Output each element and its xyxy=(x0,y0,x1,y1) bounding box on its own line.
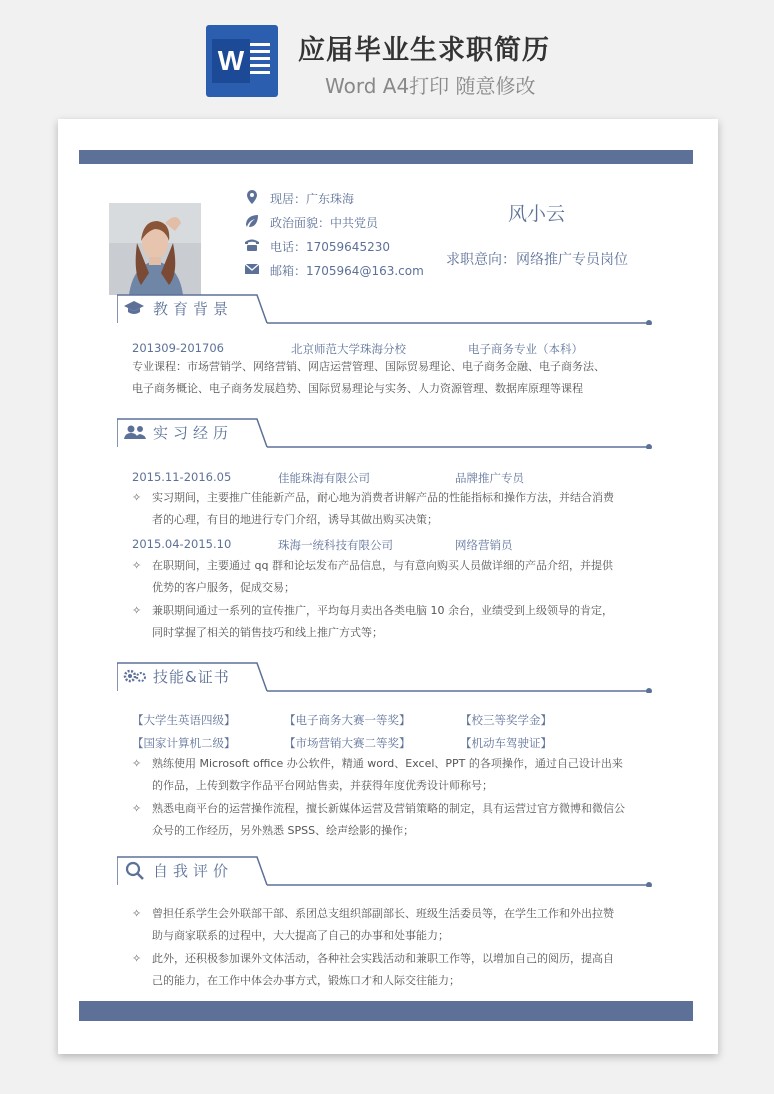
candidate-name: 风小云 xyxy=(508,203,566,225)
education-courses-line: 专业课程：市场营销学、网络营销、网店运营管理、国际贸易理论、电子商务金融、电子商务法、 xyxy=(132,360,605,373)
certificate: 【市场营销大赛二等奖】 xyxy=(284,736,411,750)
location-pin-icon xyxy=(244,189,260,205)
top-bar xyxy=(79,150,693,164)
education-major: 电子商务专业（本科） xyxy=(468,342,583,356)
profile-photo xyxy=(109,203,201,295)
section-internship-header xyxy=(117,417,653,449)
telephone-icon xyxy=(244,237,260,253)
education-courses-line: 电子商务概论、电子商务发展趋势、国际贸易理论与实务、人力资源管理、数据库原理等课程 xyxy=(132,382,583,395)
promo-header xyxy=(0,0,774,110)
promo-title: 应届毕业生求职简历 xyxy=(298,35,550,66)
section-self-header xyxy=(117,855,653,887)
envelope-icon xyxy=(244,261,260,277)
magnifier-icon xyxy=(125,861,145,881)
education-period: 201309-201706 xyxy=(132,341,224,355)
job-role: 品牌推广专员 xyxy=(455,471,524,485)
job-company: 珠海一统科技有限公司 xyxy=(278,538,393,552)
section-title: 教育背景 xyxy=(153,300,234,318)
people-icon xyxy=(123,424,147,440)
gears-icon xyxy=(122,668,148,684)
job-role: 网络营销员 xyxy=(455,538,513,552)
job-intent: 求职意向：网络推广专员岗位 xyxy=(446,252,628,268)
section-education-header xyxy=(117,293,653,325)
certificate: 【机动车驾驶证】 xyxy=(460,736,552,750)
job-period: 2015.04-2015.10 xyxy=(132,537,232,551)
job-period: 2015.11-2016.05 xyxy=(132,470,232,484)
section-title: 实习经历 xyxy=(153,424,234,442)
word-logo-icon: W xyxy=(206,25,278,97)
section-title: 自我评价 xyxy=(153,862,234,880)
graduation-cap-icon xyxy=(123,300,145,316)
certificate: 【校三等奖学金】 xyxy=(460,713,552,727)
leaf-icon xyxy=(244,213,260,229)
resume-page: 现居：广东珠海 政治面貌：中共党员 电话：17059645230 邮箱：1705964@163.com 风小云 求职意向：网络推广专员岗位 教育背景 201309-201706 北京师范大学珠海分校 电子商务专业（本科） 专业课程：市场营销学、网络营销、网店运营管理、国际贸易理论、电子商务金融、电子商务法、 电子商务概论、电子商务发展趋势、国际贸易理论与实务、人力资源管理、数据库原理等课程 实习经历 2015.11-2016.05 佳能珠海有限公司 品牌推广专员 ✧ 实习期间，主要推广佳能新产品，耐心地为消费者讲解产品的性能指标和操作方法，并结合消费 者的心理，有目的地进行专门介绍，诱导其做出购买决策； 2015.04-2015.10 珠海一统科技有限公司 网络营销员 ✧ 在职期间，主要通过 qq 群和论坛发布产品信息，与有意向购买人员做详细的产品介绍，并提供 优势的客户服务，促成交易； ✧ 兼职期间通过一系列的宣传推广，平均每月卖出各类电脑 10 余台，业绩受到上级领导的肯定， 同时掌握了相关的销售技巧和线上推广方式等； 技能&证书 【大学生英语四级】 【电子商务大赛一等奖】 【校三等奖学金】 【国家计算机二级】 【市场营销大赛二等奖】 【机动车驾驶证】 ✧ 熟练使用 Microsoft office 办公软件，精通 word、Excel、PPT 的各项操作，通过自己设计出来 的作品，上传到数字作品平台网站售卖，并获得年度优秀设计师称号； ✧ 熟悉电商平台的运营操作流程，擅长新媒体运营及营销策略的制定，具有运营过官方微博和微信公 众号的工作经历，另外熟悉 SPSS、绘声绘影的操作； 自我评价 ✧ 曾担任系学生会外联部干部、系团总支组织部副部长、班级生活委员等，在学生工作和外出拉赞 助与商家联系的过程中，大大提高了自己的办事和处事能力； ✧ 此外，还积极参加课外文体活动，各种社会实践活动和兼职工作等，以增加自己的阅历，提高自 己的能力，在工作中体会办事方式，锻炼口才和人际交往能力； xyxy=(58,119,718,1054)
certificate: 【国家计算机二级】 xyxy=(132,736,236,750)
certificate: 【电子商务大赛一等奖】 xyxy=(284,713,411,727)
bottom-bar xyxy=(79,1001,693,1021)
education-school: 北京师范大学珠海分校 xyxy=(291,342,406,356)
job-company: 佳能珠海有限公司 xyxy=(278,471,370,485)
section-title: 技能&证书 xyxy=(153,668,230,686)
section-skills-header xyxy=(117,661,653,693)
certificate: 【大学生英语四级】 xyxy=(132,713,236,727)
promo-subtitle: Word A4打印 随意修改 xyxy=(325,74,536,98)
